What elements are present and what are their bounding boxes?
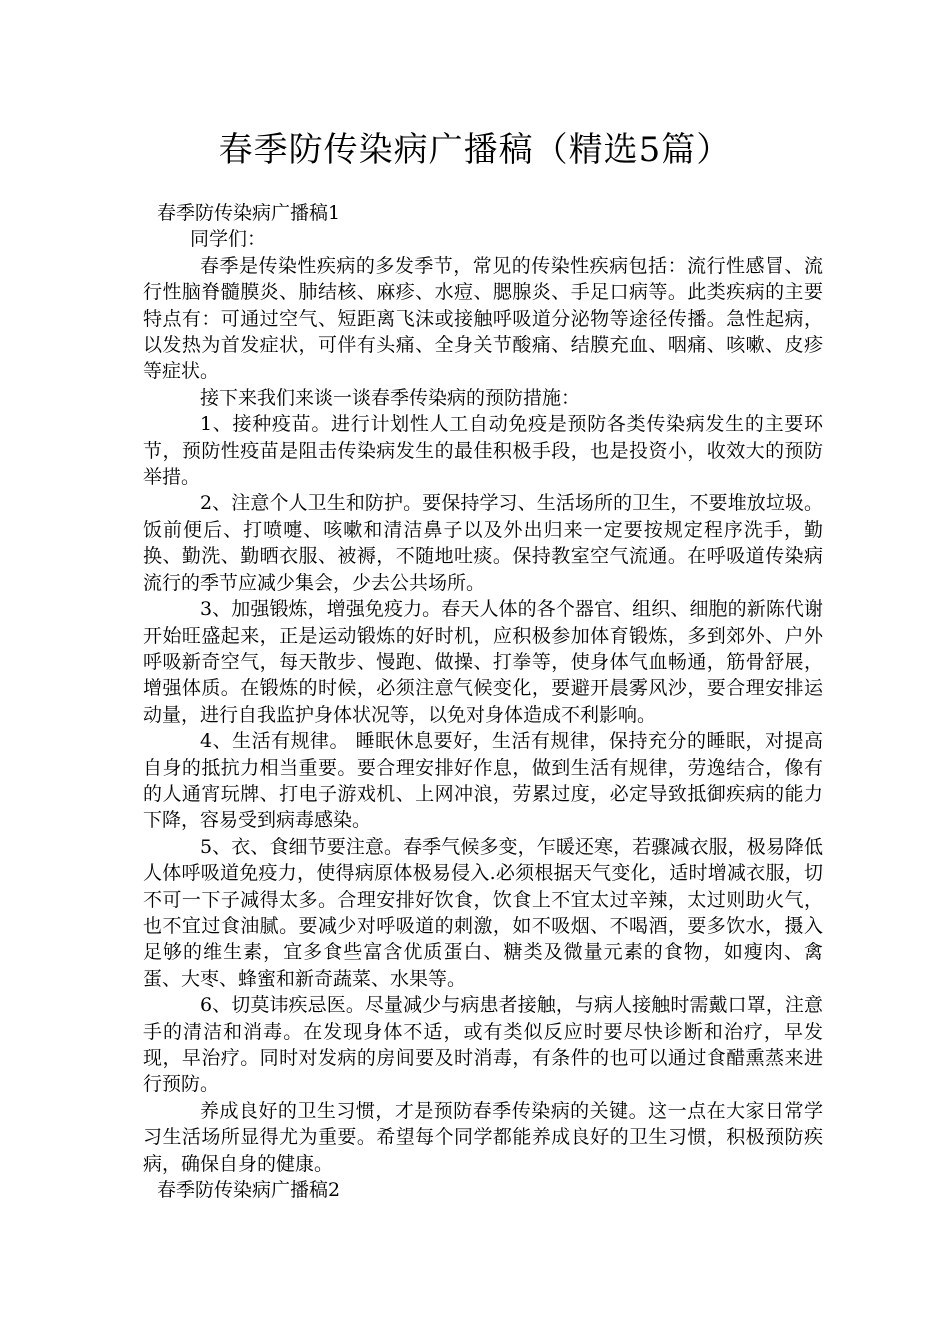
paragraph-measure-2: 2、注意个人卫生和防护。要保持学习、生活场所的卫生，不要堆放垃圾。饭前便后、打喷嚏、咳嗽和清洁鼻子以及外出归来一定要按规定程序洗手，勤换、勤洗、勤晒衣服、被褥，不随地吐痰。保持教室空气流通。在呼吸道传染病流行的季节应减少集会，少去公共场所。 xyxy=(143,492,823,594)
paragraph-conclusion: 养成良好的卫生习惯，才是预防春季传染病的关键。这一点在大家日常学习生活场所显得尤为重要。希望每个同学都能养成良好的卫生习惯，积极预防疾病，确保自身的健康。 xyxy=(143,1099,823,1175)
salutation: 同学们： xyxy=(190,228,267,251)
paragraph-measure-6: 6、切莫讳疾忌医。尽量减少与病患者接触，与病人接触时需戴口罩，注意手的清洁和消毒。在发现身体不适，或有类似反应时要尽快诊断和治疗，早发现，早治疗。同时对发病的房间要及时消毒，有条件的也可以通过食醋熏蒸来进行预防。 xyxy=(143,994,823,1096)
section-2-heading: 春季防传染病广播稿2 xyxy=(157,1179,341,1202)
paragraph-intro: 春季是传染性疾病的多发季节，常见的传染性疾病包括：流行性感冒、流行性脑脊髓膜炎、肺结核、麻疹、水痘、腮腺炎、手足口病等。此类疾病的主要特点有：可通过空气、短距离飞沫或接触呼吸道分泌物等途径传播。急性起病，以发热为首发症状，可伴有头痛、全身关节酸痛、结膜充血、咽痛、咳嗽、皮疹等症状。 xyxy=(143,254,823,383)
paragraph-measure-1: 1、接种疫苗。进行计划性人工自动免疫是预防各类传染病发生的主要环节，预防性疫苗是阻击传染病发生的最佳积极手段，也是投资小，收效大的预防举措。 xyxy=(143,413,823,489)
paragraph-measure-4: 4、生活有规律。 睡眠休息要好，生活有规律，保持充分的睡眠，对提高自身的抵抗力相当重要。要合理安排好作息，做到生活有规律，劳逸结合，像有的人通宵玩牌、打电子游戏机、上网冲浪，劳累过度，必定导致抵御疾病的能力下降，容易受到病毒感染。 xyxy=(143,730,823,832)
paragraph-measure-5: 5、衣、食细节要注意。春季气候多变，乍暖还寒，若骤减衣服，极易降低人体呼吸道免疫力，使得病原体极易侵入.必须根据天气变化，适时增减衣服，切不可一下子减得太多。合理安排好饮食，饮食上不宜太过辛辣，太过则助火气，也不宜过食油腻。要减少对呼吸道的刺激，如不吸烟、不喝酒，要多饮水，摄入足够的维生素，宜多食些富含优质蛋白、糖类及微量元素的食物，如瘦肉、禽蛋、大枣、蜂蜜和新奇蔬菜、水果等。 xyxy=(143,835,823,990)
paragraph-measure-3: 3、加强锻炼，增强免疫力。春天人体的各个器官、组织、细胞的新陈代谢开始旺盛起来，正是运动锻炼的好时机，应积极参加体育锻炼，多到郊外、户外呼吸新奇空气，每天散步、慢跑、做操、打拳等，使身体气血畅通，筋骨舒展，增强体质。在锻炼的时候，必须注意气候变化，要避开晨雾风沙，要合理安排运动量，进行自我监护身体状况等，以免对身体造成不利影响。 xyxy=(143,598,823,726)
paragraph-measures-lead: 接下来我们来谈一谈春季传染病的预防措施： xyxy=(200,386,581,409)
section-1-heading: 春季防传染病广播稿1 xyxy=(157,202,341,224)
document-title: 春季防传染病广播稿（精选5篇） xyxy=(218,130,732,170)
document-body xyxy=(143,200,823,1203)
